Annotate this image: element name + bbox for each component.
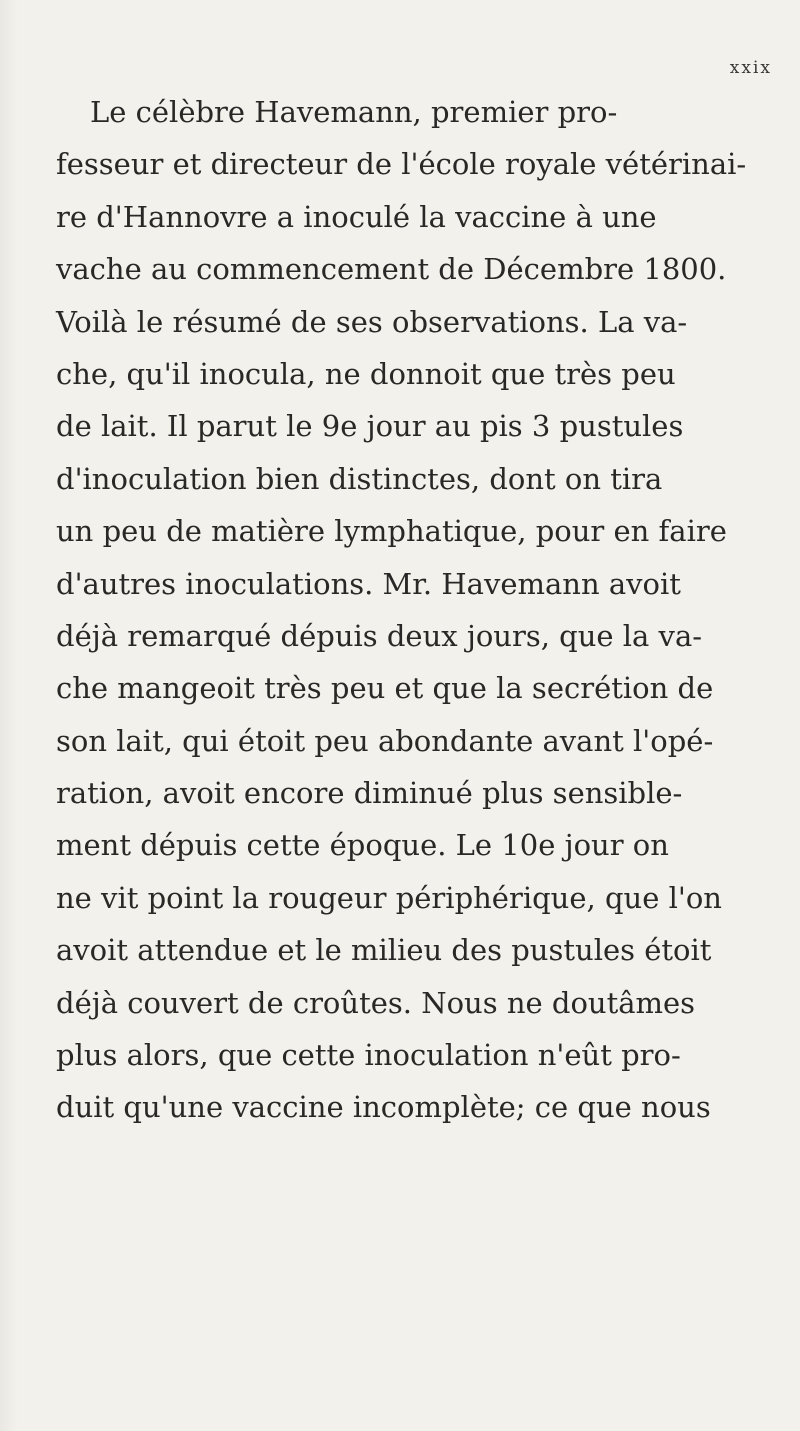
text-line: un peu de matière lymphatique, pour en faire [56, 514, 727, 549]
text-line: ne vit point la rougeur périphérique, que l'on [56, 880, 722, 915]
text-line: che, qu'il inocula, ne donnoit que très peu [56, 356, 676, 391]
page-number: xxix [729, 58, 772, 78]
text-line: ration, avoit encore diminué plus sensible- [56, 776, 683, 811]
text-line: plus alors, que cette inoculation n'eût pro- [56, 1038, 681, 1073]
text-line: de lait. Il parut le 9e jour au pis 3 pustules [56, 409, 684, 444]
text-line: déjà couvert de croûtes. Nous ne doutâmes [56, 985, 696, 1020]
text-line: Voilà le résumé de ses observations. La va- [56, 304, 688, 339]
text-line: son lait, qui étoit peu abondante avant l'opé- [56, 723, 714, 758]
text-line: d'autres inoculations. Mr. Havemann avoit [56, 566, 681, 601]
text-line: duit qu'une vaccine incomplète; ce que nous [56, 1090, 711, 1125]
text-line: fesseur et directeur de l'école royale vétérinai- [56, 147, 747, 182]
page-binding-shadow [0, 0, 18, 1431]
text-line: re d'Hannovre a inoculé la vaccine à une [56, 199, 657, 234]
text-line: che mangeoit très peu et que la secrétion de [56, 671, 714, 706]
text-line: d'inoculation bien distinctes, dont on tira [56, 461, 663, 496]
body-text [56, 86, 776, 1134]
text-line: déjà remarqué dépuis deux jours, que la va- [56, 618, 703, 653]
text-line: avoit attendue et le milieu des pustules étoit [56, 933, 712, 968]
text-line: ment dépuis cette époque. Le 10e jour on [56, 828, 669, 863]
text-line: vache au commencement de Décembre 1800. [56, 252, 727, 287]
text-line: Le célèbre Havemann, premier pro- [90, 95, 618, 129]
